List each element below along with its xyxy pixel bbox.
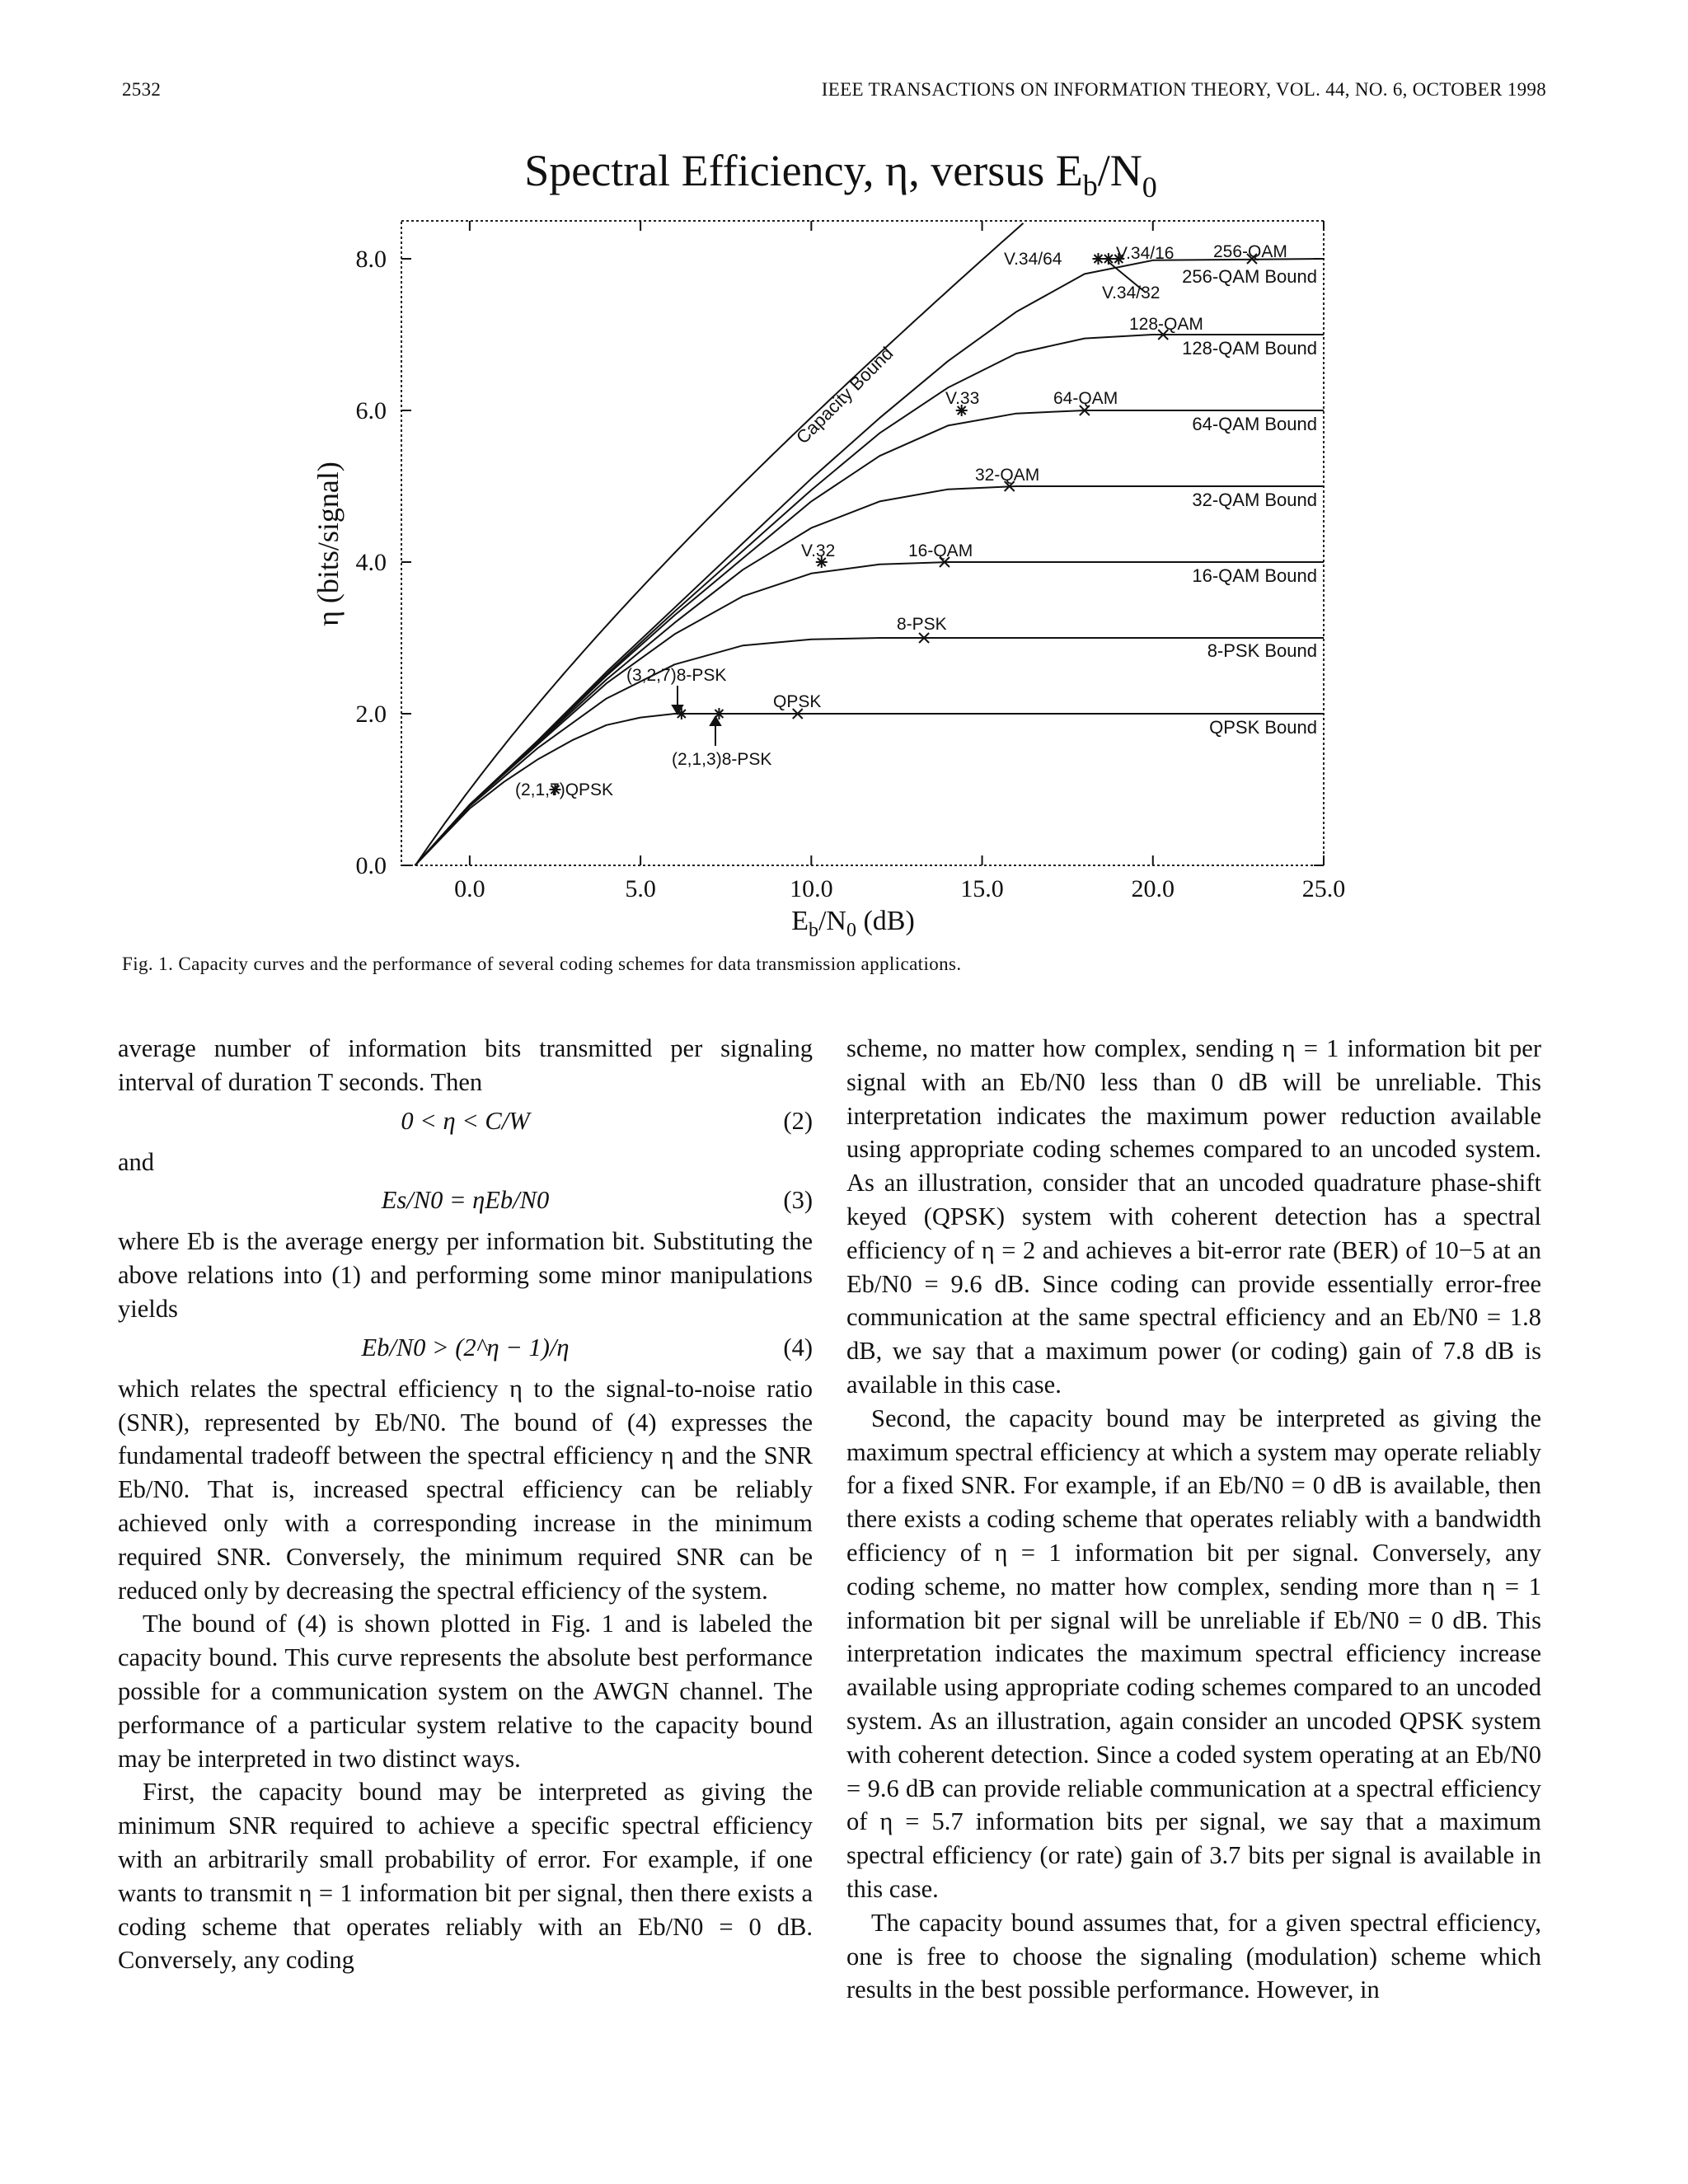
capacity-bound-label: Capacity Bound bbox=[791, 342, 898, 448]
x-tick-label: 5.0 bbox=[625, 875, 656, 902]
bound-label-64qam: 64-QAM Bound bbox=[1192, 414, 1317, 434]
point-label-qpsk: QPSK bbox=[773, 692, 822, 711]
y-tick-label: 6.0 bbox=[355, 397, 387, 424]
point-label-v3416: V.34/16 bbox=[1116, 244, 1175, 263]
spectral-efficiency-figure bbox=[0, 0, 1688, 981]
point-label-v3432: V.34/32 bbox=[1102, 284, 1160, 302]
y-tick-label: 2.0 bbox=[355, 701, 387, 728]
bound-label-16qam: 16-QAM Bound bbox=[1192, 565, 1317, 586]
equation-3 bbox=[118, 1179, 813, 1225]
bound-label-128qam: 128-QAM Bound bbox=[1182, 338, 1317, 359]
annotation-arrows bbox=[673, 262, 1146, 746]
point-label-256qam: 256-QAM bbox=[1213, 242, 1287, 261]
left-and: and bbox=[118, 1147, 155, 1176]
point-label-327-8psk: (3,2,7)8-PSK bbox=[626, 666, 727, 685]
right-paragraph-1: scheme, no matter how complex, sending η = 1 information bit per signal with an Eb/N0 less than 0 dB will be unreliable. This interpretation indicates the maximum power reduction available using appropriate coding schemes compared to an uncoded system. As an illustration, consider that an uncoded quadrature phase-shift keyed (QPSK) system with coherent detection has a spectral efficiency of η = 2 and achieves a bit-error rate (BER) of 10−5 at an Eb/N0 = 9.6 dB. Since coding can provide essentially error-free communication at the same spectral efficiency and an Eb/N0 = 1.8 dB, we say that a maximum power (or coding) gain of 7.8 dB is available in this case. bbox=[846, 1034, 1541, 1399]
y-tick-label: 8.0 bbox=[355, 246, 387, 273]
left-paragraph-2: where Eb is the average energy per information bit. Substituting the above relations into (1) and performing some minor manipulations yields bbox=[118, 1227, 813, 1323]
equation-4-expr: Eb/N0 > (2^η − 1)/η bbox=[361, 1333, 570, 1361]
figure-caption: Fig. 1. Capacity curves and the performance of several coding schemes for data transmission applications. bbox=[122, 954, 962, 974]
point-label-v3464: V.34/64 bbox=[1004, 250, 1062, 269]
y-axis-label: η (bits/signal) bbox=[312, 462, 345, 626]
y-tick-label: 4.0 bbox=[355, 549, 387, 576]
point-label-213-8psk: (2,1,3)8-PSK bbox=[672, 750, 772, 769]
equation-3-number: (3) bbox=[783, 1186, 813, 1215]
left-paragraph-5: First, the capacity bound may be interpreted as giving the minimum SNR required to achieve a specific spectral efficiency with an arbitrarily small probability of error. For example, if one wants to transmit η = 1 information bit per signal, then there exists a coding scheme that operates reliably with an Eb/N0 = 0 dB. Conversely, any coding bbox=[118, 1778, 813, 1975]
point-labels bbox=[515, 242, 1287, 799]
bound-curve bbox=[415, 486, 1324, 865]
x-axis-label: $E_b/N_0$ (dB) bbox=[791, 906, 915, 941]
bound-label-8psk: 8-PSK Bound bbox=[1207, 640, 1317, 661]
point-label-217-qpsk: (2,1,7)QPSK bbox=[515, 780, 614, 799]
x-tick-label: 0.0 bbox=[454, 875, 485, 902]
point-label-v32: V.32 bbox=[801, 541, 836, 560]
x-tick-label: 25.0 bbox=[1301, 875, 1346, 902]
right-paragraph-3: The capacity bound assumes that, for a given spectral efficiency, one is free to choose the signaling (modulation) scheme which results in the best possible performance. However, in bbox=[846, 1908, 1541, 2004]
page-number: 2532 bbox=[122, 79, 162, 100]
bound-label-qpsk: QPSK Bound bbox=[1209, 717, 1317, 738]
equation-4 bbox=[118, 1326, 813, 1372]
equation-3-expr: Es/N0 = ηEb/N0 bbox=[381, 1186, 550, 1215]
left-paragraph-1: average number of information bits transmitted per signaling interval of duration T seconds. Then bbox=[118, 1034, 813, 1096]
running-header: IEEE TRANSACTIONS ON INFORMATION THEORY, VOL. 44, NO. 6, OCTOBER 1998 bbox=[821, 79, 1546, 100]
bound-labels bbox=[1182, 266, 1317, 738]
right-paragraph-2: Second, the capacity bound may be interpreted as giving the maximum spectral efficiency at which a system may operate reliably for a fixed SNR. For example, if an Eb/N0 = 0 dB is available, then there exists a coding scheme that operates reliably with a bandwidth efficiency of η = 1 information bit per signal. Conversely, any coding scheme, no matter how complex, sending more than η = 1 information bit per signal will be unreliable if Eb/N0 = 0 dB. This interpretation indicates the maximum spectral efficiency increase available using appropriate coding schemes compared to an uncoded system. As an illustration, again consider an uncoded QPSK system with coherent detection. Since a coded system operating at an Eb/N0 = 9.6 dB can provide reliable communication at a spectral efficiency of η = 5.7 information bits per signal, we say that a maximum spectral efficiency (or rate) gain of 3.7 bits per signal is available in this case. bbox=[846, 1404, 1541, 1903]
x-tick-label: 20.0 bbox=[1131, 875, 1175, 902]
bound-label-256qam: 256-QAM Bound bbox=[1182, 266, 1317, 287]
chart-title: Spectral Efficiency, η, versus $E_b/N_0$ bbox=[524, 146, 1157, 204]
equation-2-expr: 0 < η < C/W bbox=[401, 1106, 530, 1135]
point-marker-star bbox=[1092, 253, 1104, 265]
left-column bbox=[118, 1032, 813, 1977]
point-label-128qam: 128-QAM bbox=[1129, 315, 1203, 334]
x-tick-label: 15.0 bbox=[960, 875, 1004, 902]
point-label-v33: V.33 bbox=[945, 389, 980, 408]
point-label-16qam: 16-QAM bbox=[908, 541, 973, 560]
left-paragraph-3: which relates the spectral efficiency η to the signal-to-noise ratio (SNR), represented by Eb/N0. The bound of (4) expresses the fundamental tradeoff between the spectral efficiency η and the SNR Eb/N0. That is, increased spectral efficiency can be reliably achieved only with a corresponding increase in the minimum required SNR. Conversely, the minimum required SNR can be reduced only by decreasing the spectral efficiency of the system. bbox=[118, 1374, 813, 1605]
x-tick-label: 10.0 bbox=[790, 875, 833, 902]
left-paragraph-4: The bound of (4) is shown plotted in Fig. 1 and is labeled the capacity bound. This curve represents the absolute best performance possible for a communication system on the AWGN channel. The performance of a particular system relative to the capacity bound may be interpreted in two distinct ways. bbox=[118, 1610, 813, 1773]
y-tick-label: 0.0 bbox=[355, 852, 387, 879]
equation-2 bbox=[118, 1099, 813, 1146]
equation-2-number: (2) bbox=[783, 1106, 813, 1135]
point-label-64qam: 64-QAM bbox=[1053, 389, 1118, 408]
right-column bbox=[846, 1032, 1541, 2007]
point-label-32qam: 32-QAM bbox=[975, 466, 1040, 485]
equation-4-number: (4) bbox=[783, 1333, 813, 1361]
point-label-8psk: 8-PSK bbox=[897, 615, 947, 634]
bound-label-32qam: 32-QAM Bound bbox=[1192, 490, 1317, 510]
